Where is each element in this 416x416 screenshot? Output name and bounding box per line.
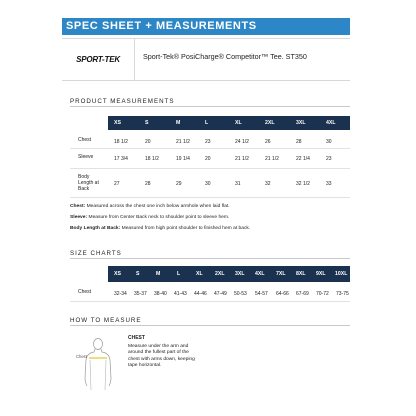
table-cell: 33 <box>326 181 332 187</box>
row-divider <box>70 301 350 302</box>
table-cell: 70-72 <box>316 291 329 297</box>
table-cell: 73-75 <box>336 291 349 297</box>
size-header-cell: M <box>156 271 161 277</box>
section-divider <box>70 106 350 107</box>
table-cell: 20 <box>145 139 151 145</box>
row-label-chest: Chest <box>78 289 92 295</box>
product-size-header <box>108 116 350 130</box>
size-header-cell: L <box>177 271 181 277</box>
body-figure-illustration <box>76 338 116 398</box>
table-cell: 21 1/2 <box>235 156 249 162</box>
size-header-cell: 8XL <box>296 271 306 277</box>
size-header-cell: 2XL <box>265 120 275 126</box>
table-cell: 18 1/2 <box>114 139 128 145</box>
table-cell: 38-40 <box>154 291 167 297</box>
table-cell: 28 <box>296 139 302 145</box>
size-header-cell: XS <box>114 120 121 126</box>
product-measurements-title: PRODUCT MEASUREMENTS <box>70 98 175 105</box>
table-cell: 29 <box>176 181 182 187</box>
chest-description: Measure under the arm and around the fullest part of the chest with arms down, keeping tape horizontal. <box>128 344 195 368</box>
size-header-cell: S <box>145 120 149 126</box>
row-label-chest: Chest <box>78 137 92 143</box>
row-divider <box>70 168 350 169</box>
size-header-cell: 4XL <box>326 120 336 126</box>
header-top-line <box>62 38 350 39</box>
table-cell: 32 <box>265 181 271 187</box>
row-divider <box>70 148 350 149</box>
table-cell: 64-66 <box>276 291 289 297</box>
size-header-cell: 7XL <box>276 271 286 277</box>
section-divider <box>70 325 350 326</box>
table-cell: 44-46 <box>194 291 207 297</box>
table-cell: 18 1/2 <box>145 156 159 162</box>
size-header-cell: L <box>205 120 209 126</box>
size-header-cell: XL <box>235 120 242 126</box>
chest-note: Chest: Measured across the chest one inch below armhole when laid flat. <box>70 204 230 209</box>
table-cell: 17 3/4 <box>114 156 128 162</box>
logo-wordmark: SPORT-TEK <box>76 54 120 64</box>
figure-label: Chest <box>76 354 87 359</box>
table-cell: 21 1/2 <box>176 139 190 145</box>
chest-heading: CHEST <box>128 335 145 341</box>
table-cell: 20 <box>205 156 211 162</box>
table-cell: 41-43 <box>174 291 187 297</box>
spec-sheet-banner: SPEC SHEET + MEASUREMENTS <box>62 18 350 35</box>
table-cell: 50-53 <box>234 291 247 297</box>
table-cell: 27 <box>114 181 120 187</box>
table-cell: 23 <box>326 156 332 162</box>
header-divider <box>134 38 135 80</box>
table-cell: 23 <box>205 139 211 145</box>
table-cell: 54-57 <box>255 291 268 297</box>
size-header-cell: 2XL <box>215 271 225 277</box>
table-cell: 24 1/2 <box>235 139 249 145</box>
size-header-cell: 9XL <box>316 271 326 277</box>
size-header-cell: 3XL <box>296 120 306 126</box>
table-cell: 67-69 <box>296 291 309 297</box>
section-divider <box>70 258 350 259</box>
size-header-cell: S <box>136 271 140 277</box>
size-header-cell: XS <box>114 271 121 277</box>
sport-tek-logo <box>66 52 130 66</box>
table-cell: 35-37 <box>134 291 147 297</box>
table-cell: 30 <box>326 139 332 145</box>
row-divider <box>70 197 350 198</box>
size-header-cell: 4XL <box>255 271 265 277</box>
size-header-cell: M <box>176 120 181 126</box>
size-header-cell: 3XL <box>235 271 245 277</box>
row-label-sleeve: Sleeve <box>78 154 94 160</box>
table-cell: 19 1/4 <box>176 156 190 162</box>
size-header-cell: 10XL <box>335 271 348 277</box>
row-label-body-length: Body Length at Back <box>78 174 99 192</box>
body-length-note: Body Length at Back: Measured from high point shoulder to finished hem at back. <box>70 226 251 231</box>
table-cell: 26 <box>265 139 271 145</box>
header-bottom-line <box>62 80 350 81</box>
table-cell: 21 1/2 <box>265 156 279 162</box>
how-to-measure-title: HOW TO MEASURE <box>70 317 142 324</box>
sleeve-note: Sleeve: Measure from Center Back neck to shoulder point to sleeve hem. <box>70 215 230 220</box>
table-cell: 31 <box>235 181 241 187</box>
body-outline-icon <box>76 338 116 398</box>
size-chart-header <box>108 266 350 282</box>
table-cell: 28 <box>145 181 151 187</box>
size-charts-title: SIZE CHARTS <box>70 250 122 257</box>
product-name: Sport-Tek® PosiCharge® Competitor™ Tee. ST350 <box>143 52 307 61</box>
table-cell: 30 <box>205 181 211 187</box>
size-header-cell: XL <box>196 271 203 277</box>
table-cell: 22 1/4 <box>296 156 310 162</box>
table-cell: 47-49 <box>214 291 227 297</box>
table-cell: 32 1/2 <box>296 181 310 187</box>
table-cell: 32-34 <box>114 291 127 297</box>
